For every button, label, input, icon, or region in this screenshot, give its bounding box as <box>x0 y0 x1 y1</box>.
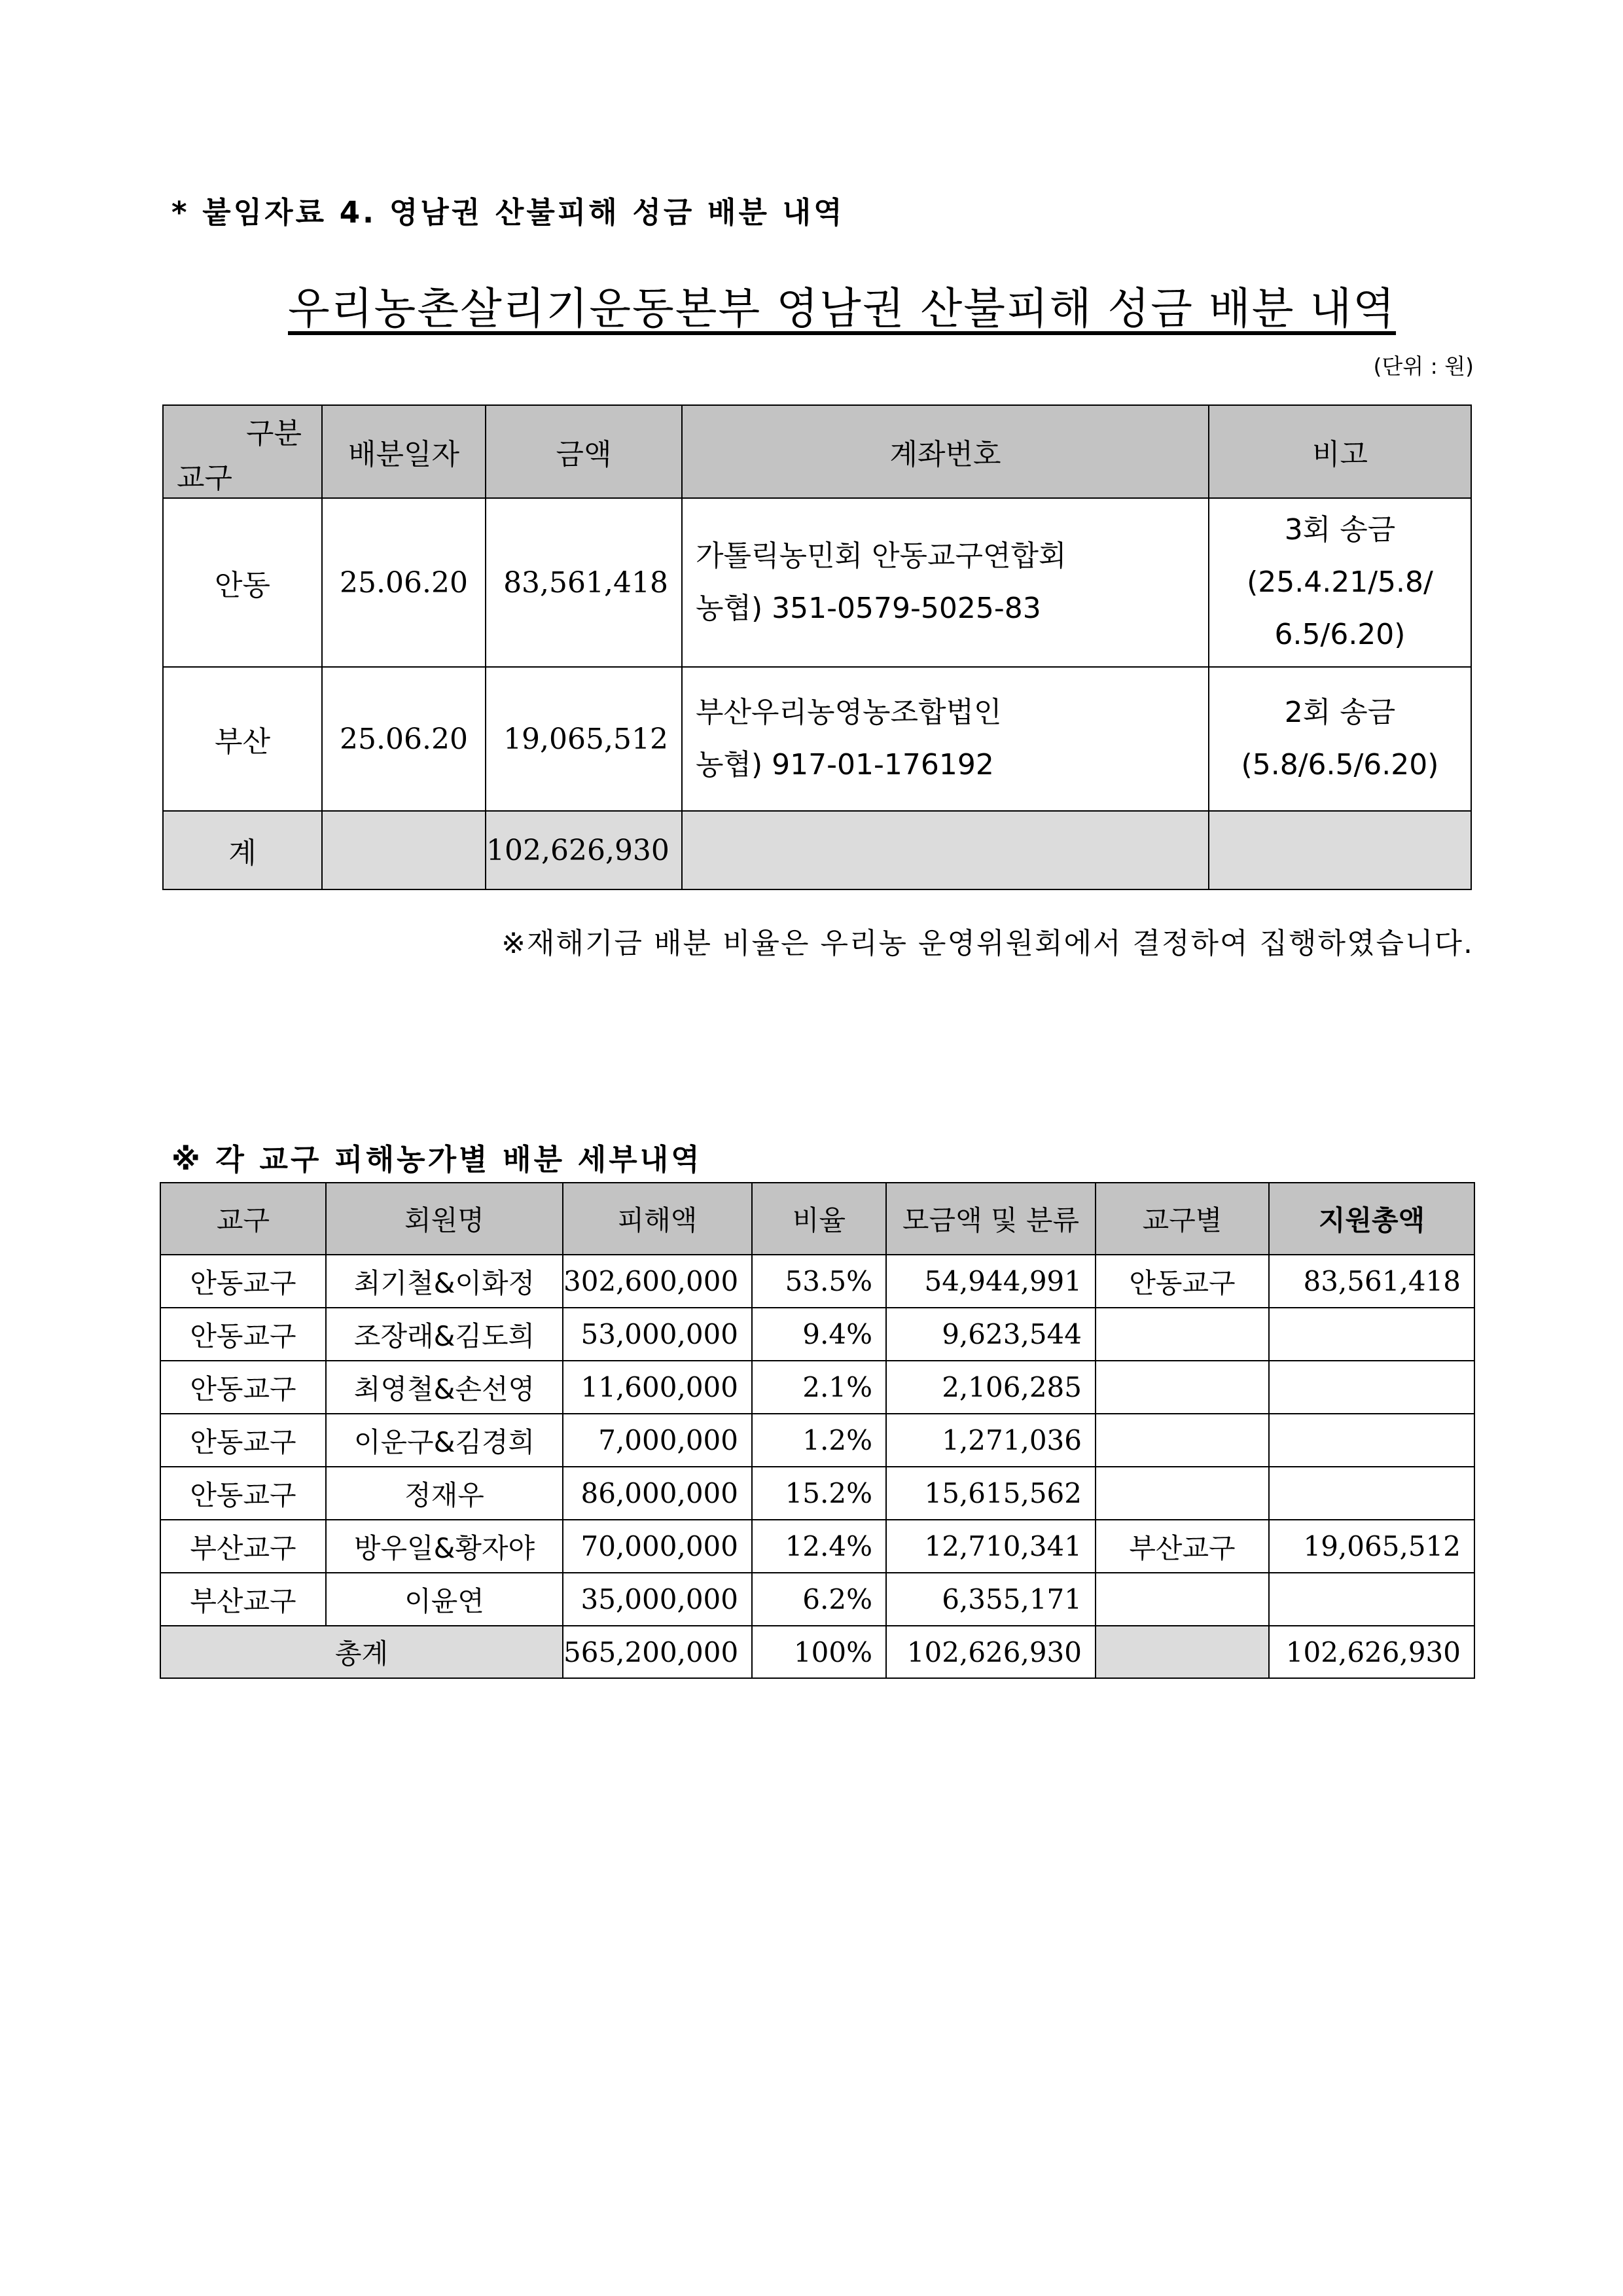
diagonal-header-cell <box>163 405 322 498</box>
detail-header-row <box>160 1183 1474 1255</box>
header-donation: 모금액 및 분류 <box>886 1183 1096 1255</box>
member-cell: 이윤연 <box>326 1573 563 1626</box>
detail-row <box>160 1308 1474 1361</box>
by-diocese-cell <box>1096 1361 1269 1414</box>
note-line: 3회 송금 <box>1284 513 1396 547</box>
unit-label: (단위 : 원) <box>1373 353 1474 379</box>
note-line: (5.8/6.5/6.20) <box>1241 748 1439 781</box>
damage-cell: 11,600,000 <box>563 1361 752 1414</box>
diocese-cell: 안동교구 <box>160 1308 326 1361</box>
account-name: 가톨릭농민회 안동교구연합회 <box>696 539 1067 573</box>
empty-cell <box>322 811 486 889</box>
diagonal-bottom-label: 교구 <box>177 461 233 495</box>
empty-cell <box>1096 1626 1269 1678</box>
total-ratio: 100% <box>752 1626 886 1678</box>
diocese-cell: 안동교구 <box>160 1467 326 1520</box>
account-number: 농협) 917-01-176192 <box>696 748 994 781</box>
note-line: 2회 송금 <box>1284 696 1396 729</box>
detail-total-row <box>160 1626 1474 1678</box>
total-support-cell <box>1269 1361 1474 1414</box>
distribution-table <box>162 404 1472 890</box>
account-name: 부산우리농영농조합법인 <box>696 696 1002 729</box>
document-title: 우리농촌살리기운동본부 영남권 산불피해 성금 배분 내역 <box>288 283 1397 334</box>
header-date: 배분일자 <box>322 405 486 498</box>
total-damage: 565,200,000 <box>563 1626 752 1678</box>
damage-cell: 53,000,000 <box>563 1308 752 1361</box>
total-label: 계 <box>163 811 322 889</box>
note-cell <box>1209 667 1471 811</box>
ratio-cell: 9.4% <box>752 1308 886 1361</box>
diocese-cell: 부산 <box>163 667 322 811</box>
account-cell <box>682 667 1209 811</box>
header-note: 비고 <box>1209 405 1471 498</box>
member-cell: 최기철&이화정 <box>326 1255 563 1308</box>
detail-row <box>160 1520 1474 1573</box>
note-line: (25.4.21/5.8/ <box>1247 565 1433 599</box>
header-diocese: 교구 <box>160 1183 326 1255</box>
diagonal-top-label: 구분 <box>245 417 302 450</box>
damage-cell: 70,000,000 <box>563 1520 752 1573</box>
header-total-support: 지원총액 <box>1269 1183 1474 1255</box>
ratio-cell: 53.5% <box>752 1255 886 1308</box>
detail-row <box>160 1467 1474 1520</box>
member-cell: 조장래&김도희 <box>326 1308 563 1361</box>
donation-cell: 6,355,171 <box>886 1573 1096 1626</box>
header-damage: 피해액 <box>563 1183 752 1255</box>
footnote: ※재해기금 배분 비율은 우리농 운영위원회에서 결정하여 집행하였습니다. <box>501 927 1474 960</box>
donation-cell: 2,106,285 <box>886 1361 1096 1414</box>
total-amount: 102,626,930 <box>486 811 682 889</box>
note-line: 6.5/6.20) <box>1274 618 1406 651</box>
date-cell: 25.06.20 <box>322 667 486 811</box>
detail-row <box>160 1255 1474 1308</box>
by-diocese-cell: 부산교구 <box>1096 1520 1269 1573</box>
by-diocese-cell <box>1096 1573 1269 1626</box>
diocese-cell: 부산교구 <box>160 1520 326 1573</box>
by-diocese-cell <box>1096 1414 1269 1467</box>
donation-cell: 1,271,036 <box>886 1414 1096 1467</box>
damage-cell: 7,000,000 <box>563 1414 752 1467</box>
ratio-cell: 1.2% <box>752 1414 886 1467</box>
member-cell: 이운구&김경희 <box>326 1414 563 1467</box>
member-cell: 정재우 <box>326 1467 563 1520</box>
empty-cell <box>1209 811 1471 889</box>
donation-cell: 12,710,341 <box>886 1520 1096 1573</box>
distribution-total-row <box>163 811 1471 889</box>
total-support: 102,626,930 <box>1269 1626 1474 1678</box>
account-cell <box>682 498 1209 667</box>
ratio-cell: 15.2% <box>752 1467 886 1520</box>
distribution-header-row <box>163 405 1471 498</box>
detail-row <box>160 1573 1474 1626</box>
date-cell: 25.06.20 <box>322 498 486 667</box>
note-cell <box>1209 498 1471 667</box>
diocese-cell: 안동교구 <box>160 1414 326 1467</box>
diocese-cell: 안동 <box>163 498 322 667</box>
total-support-cell: 83,561,418 <box>1269 1255 1474 1308</box>
ratio-cell: 6.2% <box>752 1573 886 1626</box>
donation-cell: 54,944,991 <box>886 1255 1096 1308</box>
diocese-cell: 안동교구 <box>160 1361 326 1414</box>
detail-table <box>160 1182 1475 1679</box>
header-ratio: 비율 <box>752 1183 886 1255</box>
donation-cell: 9,623,544 <box>886 1308 1096 1361</box>
member-cell: 최영철&손선영 <box>326 1361 563 1414</box>
member-cell: 방우일&황자야 <box>326 1520 563 1573</box>
ratio-cell: 2.1% <box>752 1361 886 1414</box>
attachment-label: * 붙임자료 4. 영남권 산불피해 성금 배분 내역 <box>171 195 845 230</box>
header-by-diocese: 교구별 <box>1096 1183 1269 1255</box>
header-amount: 금액 <box>486 405 682 498</box>
account-number: 농협) 351-0579-5025-83 <box>696 592 1041 625</box>
total-support-cell <box>1269 1414 1474 1467</box>
diocese-cell: 부산교구 <box>160 1573 326 1626</box>
total-support-cell <box>1269 1573 1474 1626</box>
total-support-cell: 19,065,512 <box>1269 1520 1474 1573</box>
diocese-cell: 안동교구 <box>160 1255 326 1308</box>
ratio-cell: 12.4% <box>752 1520 886 1573</box>
amount-cell: 19,065,512 <box>486 667 682 811</box>
distribution-row <box>163 498 1471 667</box>
amount-cell: 83,561,418 <box>486 498 682 667</box>
by-diocese-cell: 안동교구 <box>1096 1255 1269 1308</box>
distribution-row <box>163 667 1471 811</box>
by-diocese-cell <box>1096 1308 1269 1361</box>
section-title: ※ 각 교구 피해농가별 배분 세부내역 <box>171 1142 702 1177</box>
detail-row <box>160 1361 1474 1414</box>
header-member: 회원명 <box>326 1183 563 1255</box>
by-diocese-cell <box>1096 1467 1269 1520</box>
header-account: 계좌번호 <box>682 405 1209 498</box>
donation-cell: 15,615,562 <box>886 1467 1096 1520</box>
total-support-cell <box>1269 1467 1474 1520</box>
damage-cell: 302,600,000 <box>563 1255 752 1308</box>
damage-cell: 86,000,000 <box>563 1467 752 1520</box>
grand-total-label: 총계 <box>160 1626 563 1678</box>
empty-cell <box>682 811 1209 889</box>
total-support-cell <box>1269 1308 1474 1361</box>
detail-row <box>160 1414 1474 1467</box>
total-donation: 102,626,930 <box>886 1626 1096 1678</box>
damage-cell: 35,000,000 <box>563 1573 752 1626</box>
